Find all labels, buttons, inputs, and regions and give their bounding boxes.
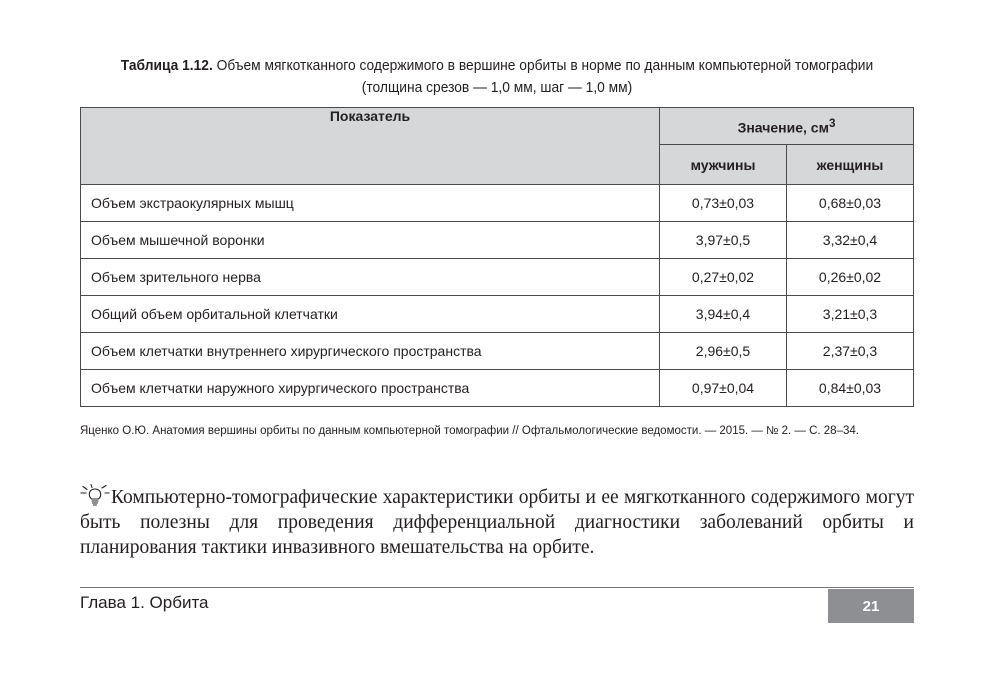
row-men-value: 0,27±0,02	[660, 259, 787, 296]
page-number: 21	[828, 589, 914, 623]
footer-divider	[80, 587, 914, 588]
header-indicator: Показатель	[81, 108, 660, 185]
row-name: Объем клетчатки наружного хирургического пространства	[81, 370, 660, 407]
header-women: женщины	[787, 145, 914, 185]
table-row	[81, 185, 914, 222]
chapter-title: Глава 1. Орбита	[80, 593, 209, 612]
row-men-value: 3,94±0,4	[660, 296, 787, 333]
table-row	[81, 222, 914, 259]
row-name: Общий объем орбитальной клетчатки	[81, 296, 660, 333]
table-row	[81, 370, 914, 407]
row-men-value: 0,73±0,03	[660, 185, 787, 222]
note-paragraph	[80, 484, 914, 560]
table-caption-text: Объем мягкотканного содержимого в вершине орбиты в норме по данным компьютерной томографии (толщина срезов — 1,0 мм, шаг — 1,0 мм)	[212, 57, 874, 96]
note-text: Компьютерно-томографические характеристики орбиты и ее мягкотканного содержимого могут быть полезны для проведения дифференциальной диагностики заболеваний орбиты и планирования тактики инвазивного вмешательства на орбите.	[80, 487, 914, 558]
table-row	[81, 259, 914, 296]
row-women-value: 0,68±0,03	[787, 185, 914, 222]
lightbulb-icon	[80, 484, 110, 506]
table-caption-label: Таблица 1.12.	[120, 57, 213, 74]
row-men-value: 3,97±0,5	[660, 222, 787, 259]
row-name: Объем зрительного нерва	[81, 259, 660, 296]
table-caption	[113, 55, 880, 99]
row-women-value: 3,21±0,3	[787, 296, 914, 333]
row-name: Объем экстраокулярных мышц	[81, 185, 660, 222]
row-men-value: 2,96±0,5	[660, 333, 787, 370]
header-men: мужчины	[660, 145, 787, 185]
source-citation: Яценко О.Ю. Анатомия вершины орбиты по данным компьютерной томографии // Офтальмологические ведомости. — 2015. — № 2. — С. 28–34.	[80, 425, 859, 437]
header-value: Значение, $см^3$	[660, 108, 914, 145]
table-row	[81, 333, 914, 370]
row-men-value: 0,97±0,04	[660, 370, 787, 407]
row-name: Объем клетчатки внутреннего хирургического пространства	[81, 333, 660, 370]
header-value-unit-sup: 3	[828, 116, 836, 130]
row-name: Объем мышечной воронки	[81, 222, 660, 259]
row-women-value: 0,26±0,02	[787, 259, 914, 296]
data-table	[80, 107, 914, 407]
row-women-value: 2,37±0,3	[787, 333, 914, 370]
table-row	[81, 296, 914, 333]
row-women-value: 0,84±0,03	[787, 370, 914, 407]
row-women-value: 3,32±0,4	[787, 222, 914, 259]
